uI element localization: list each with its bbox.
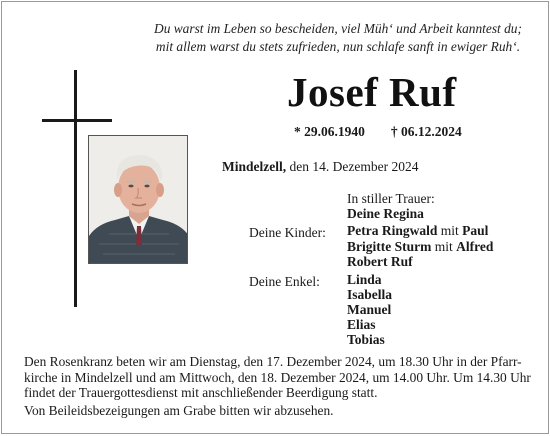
child-name: Petra Ringwald: [347, 223, 438, 238]
child-conj: mit: [431, 239, 457, 254]
grandchild-name: Tobias: [347, 332, 385, 347]
child-entry: [347, 223, 488, 238]
child-conj: mit: [437, 223, 463, 238]
deceased-name: Josef Ruf: [287, 69, 457, 115]
birth-date: * 29.06.1940: [294, 124, 365, 139]
child-entry: [347, 239, 493, 254]
child-partner: Paul: [462, 223, 489, 238]
grandchild-name: Manuel: [347, 302, 392, 317]
poem-line-2: mit allem warst du stets zufrieden, nun schlafe sanft in ewiger Ruh‘.: [155, 39, 521, 54]
place-and-date: [222, 159, 418, 175]
grandchild-name: Elias: [347, 317, 376, 332]
grandchild-name: Linda: [347, 272, 382, 287]
place-date: den 14. Dezember 2024: [286, 159, 419, 174]
poem-line-1: Du warst im Leben so bescheiden, viel Müh‘ und Arbeit kanntest du;: [154, 21, 522, 36]
child-partner: Alfred: [456, 239, 494, 254]
service-line-2: kirche in Mindelzell und am Mittwoch, den 18. Dezember 2024, um 14.00 Uhr. Um 14.30 Uhr: [24, 369, 531, 385]
mourning-intro: In stiller Trauer:: [347, 191, 435, 206]
life-dates: [294, 124, 462, 140]
service-line-3: findet der Trauergottesdienst mit anschließender Beerdigung statt.: [24, 385, 378, 401]
child-entry: [347, 254, 413, 269]
cross-icon-vertical: [74, 70, 77, 307]
child-name: Robert Ruf: [347, 254, 413, 269]
spouse-name: Deine Regina: [347, 206, 424, 221]
grandchild-name: Isabella: [347, 287, 393, 302]
service-details: [24, 354, 534, 418]
condolence-note: Von Beileidsbezeigungen am Grabe bitten wir abzusehen.: [24, 402, 334, 418]
place-town: Mindelzell,: [222, 159, 287, 174]
death-date: † 06.12.2024: [390, 124, 462, 139]
child-name: Brigitte Sturm: [347, 239, 432, 254]
obituary-notice: [1, 1, 549, 434]
grandchildren-label: Deine Enkel:: [249, 274, 320, 289]
portrait-photo: [88, 135, 188, 264]
poem: [142, 20, 534, 56]
cross-icon-horizontal: [42, 119, 112, 122]
children-label: Deine Kinder:: [249, 225, 326, 240]
portrait-photo-icon: [89, 136, 188, 264]
service-line-1: Den Rosenkranz beten wir am Dienstag, den 17. Dezember 2024, um 18.30 Uhr in der Pfarr-: [24, 354, 522, 369]
